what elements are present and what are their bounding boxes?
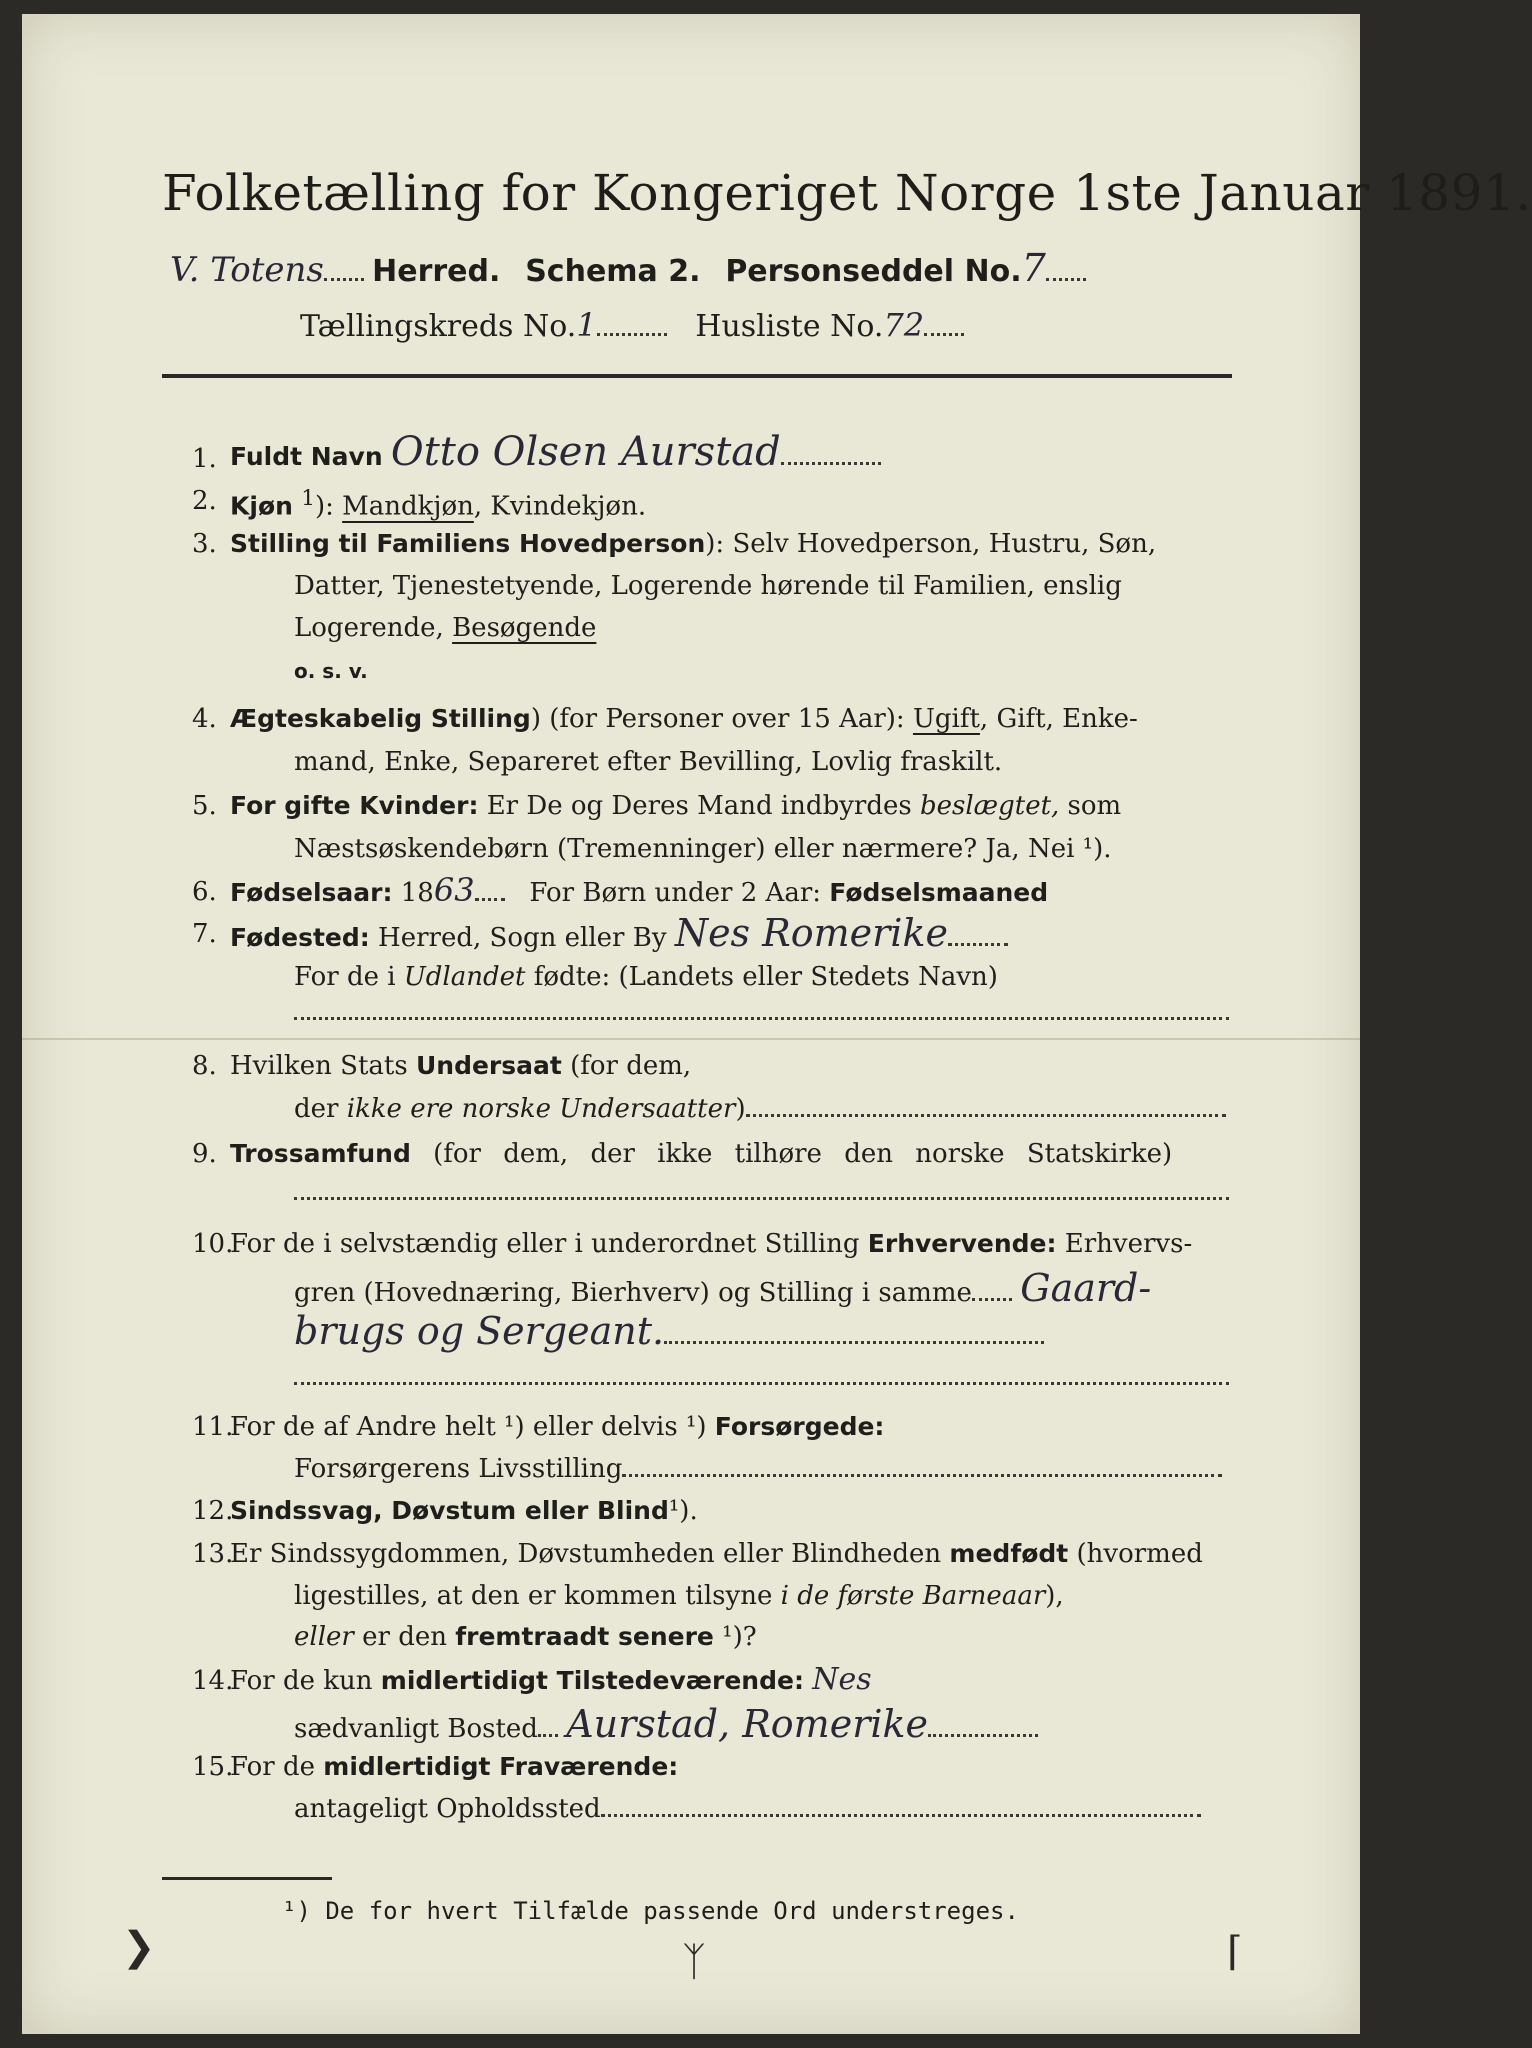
- q12-rest: ¹).: [668, 1496, 698, 1526]
- q7-label: Fødested:: [230, 923, 370, 952]
- q10-number: 10.: [192, 1229, 234, 1259]
- q12-line: [230, 1496, 698, 1526]
- q5-beslaegtet: beslægtet,: [919, 791, 1060, 821]
- q12-label: Sindssvag, Døvstum eller Blind: [230, 1496, 669, 1525]
- footnote: ¹) De for hvert Tilfælde passende Ord understreges.: [282, 1897, 1019, 1925]
- q15-line1a: For de: [230, 1752, 324, 1782]
- q10-value2: brugs og Sergeant.: [294, 1309, 665, 1353]
- q10-line2: [294, 1266, 1151, 1310]
- q13-number: 13.: [192, 1539, 234, 1569]
- q11-line2: [294, 1454, 1222, 1484]
- herred-value: V. Totens: [170, 250, 324, 290]
- q10-line1: [230, 1229, 1192, 1259]
- q6-value: 63: [433, 871, 475, 909]
- q10-line2-text: gren (Hovednæring, Bierhverv) og Stilling i samme: [294, 1278, 972, 1308]
- q13-line1a: Er Sindssygdommen, Døvstumheden eller Blindheden: [230, 1539, 950, 1569]
- q11-label: Forsørgede:: [714, 1412, 885, 1441]
- q15-number: 15.: [192, 1752, 234, 1782]
- q2-number: 2.: [192, 486, 217, 516]
- q8-label: Undersaat: [415, 1051, 562, 1080]
- q5-number: 5.: [192, 791, 217, 821]
- q4-number: 4.: [192, 704, 217, 734]
- q11-line2-text: Forsørgerens Livsstilling: [294, 1454, 623, 1484]
- q7-line2b: fødte: (Landets eller Stedets Navn): [525, 962, 998, 992]
- q5-label: For gifte Kvinder:: [230, 791, 479, 820]
- q7-blank-line: [294, 1009, 1229, 1020]
- q3-besogende: Besøgende: [452, 613, 597, 643]
- personseddel-label: Personseddel No.: [725, 254, 1022, 289]
- q15-line1: [230, 1752, 678, 1782]
- q1-label: Fuldt Navn: [230, 442, 383, 471]
- q4-line1a: ) (for Personer over 15 Aar):: [530, 704, 913, 734]
- q14-line2-text: sædvanligt Bosted: [294, 1714, 538, 1744]
- q3-number: 3.: [192, 529, 217, 559]
- q11-number: 11.: [192, 1412, 234, 1442]
- q8-line2b: ): [735, 1094, 746, 1124]
- q2-kvindekjon: , Kvindekjøn.: [473, 491, 647, 522]
- q1-number: 1.: [192, 444, 217, 474]
- q5-line1: [230, 791, 1121, 821]
- kreds-value: 1: [576, 306, 597, 344]
- q6-prefix: 18: [400, 878, 434, 908]
- q7-number: 7.: [192, 919, 217, 949]
- q14-number: 14.: [192, 1666, 234, 1696]
- q3-line3: [294, 613, 596, 643]
- q7-line2a: For de i: [294, 962, 404, 992]
- q6-number: 6.: [192, 877, 217, 907]
- q3-line4: o. s. v.: [294, 659, 368, 683]
- husliste-value: 72: [883, 306, 925, 344]
- q7-value: Nes Romerike: [674, 911, 948, 955]
- q2-sup: 1: [301, 486, 315, 511]
- q9-number: 9.: [192, 1139, 217, 1169]
- q13-line3b: ¹)?: [713, 1622, 757, 1652]
- q3-label: Stilling til Familiens Hovedperson: [230, 529, 706, 558]
- q9-label: Trossamfund: [230, 1139, 411, 1168]
- q13-line3a: er den: [353, 1622, 456, 1652]
- form-title: Folketælling for Kongeriget Norge 1ste Januar 1891.: [162, 164, 1532, 222]
- q3-line3a: Logerende,: [294, 613, 453, 643]
- q6-fodselsmaaned: Fødselsmaaned: [829, 878, 1049, 907]
- q13-medfodt: medfødt: [949, 1539, 1069, 1568]
- q4-line2: mand, Enke, Separeret efter Bevilling, Lovlig fraskilt.: [294, 747, 1003, 777]
- q4-ugift: Ugift: [912, 704, 980, 734]
- q15-line2: [294, 1794, 1201, 1824]
- q10-value1: Gaard-: [1020, 1266, 1152, 1310]
- q10-line3: [294, 1309, 1044, 1353]
- q13-line2b: ),: [1045, 1581, 1064, 1611]
- q14-value-top: Nes: [812, 1662, 872, 1697]
- q8-line2a: der: [294, 1094, 347, 1124]
- center-mark: ᛉ: [682, 1939, 706, 1985]
- q13-eller: eller: [294, 1622, 354, 1652]
- q7-udlandet: Udlandet: [403, 962, 526, 992]
- q3-line1: [230, 529, 1156, 559]
- q6-line: [230, 871, 1048, 909]
- schema-label: Schema 2.: [525, 254, 701, 289]
- q10-line1b: Erhvervs-: [1056, 1229, 1193, 1259]
- q14-line2: [294, 1702, 1038, 1746]
- q13-line2: [294, 1581, 1064, 1611]
- q10-line1a: For de i selvstændig eller i underordnet Stilling: [230, 1229, 868, 1259]
- q13-line3: [294, 1622, 757, 1652]
- q4-line1b: , Gift, Enke-: [979, 704, 1138, 734]
- q2-label: Kjøn: [230, 491, 293, 521]
- q8-line2: [294, 1094, 1226, 1124]
- q5-line2: Næstsøskendebørn (Tremenninger) eller nærmere? Ja, Nei ¹).: [294, 834, 1112, 864]
- q8-line1b: (for dem,: [561, 1051, 692, 1081]
- herred-label: Herred.: [372, 254, 501, 289]
- q14-label: midlertidigt Tilstedeværende:: [380, 1666, 804, 1695]
- q2-mandkjon: Mandkjøn: [342, 491, 474, 522]
- q9-line: [230, 1139, 1172, 1169]
- q13-fremtraadt: fremtraadt senere: [455, 1622, 714, 1651]
- kreds-label: Tællingskreds No.: [300, 309, 577, 344]
- q14-line1: [230, 1662, 872, 1697]
- q5-line1b: som: [1059, 791, 1122, 821]
- q11-line1a: For de af Andre helt ¹) eller delvis ¹): [230, 1412, 715, 1442]
- q15-line2-text: antageligt Opholdssted: [294, 1794, 601, 1824]
- header-herred-line: [170, 246, 1086, 290]
- q13-line1: [230, 1539, 1203, 1569]
- q1-value: Otto Olsen Aurstad: [390, 429, 781, 475]
- paper-crease: [22, 1038, 1360, 1040]
- q3-line2: Datter, Tjenestetyende, Logerende hørende til Familien, enslig: [294, 571, 1122, 601]
- corner-mark-left: ❯: [122, 1924, 156, 1970]
- q10-blank-line: [294, 1374, 1229, 1385]
- q4-label: Ægteskabelig Stilling: [230, 704, 531, 733]
- footnote-rule: [162, 1877, 332, 1880]
- census-form-sheet: [22, 14, 1532, 2034]
- q6-rest: For Børn under 2 Aar:: [529, 878, 822, 908]
- q1-line: [230, 429, 881, 475]
- q13-line1b: (hvormed: [1068, 1539, 1203, 1569]
- q3-line1-rest: ): Selv Hovedperson, Hustru, Søn,: [705, 529, 1157, 559]
- husliste-label: Husliste No.: [695, 309, 884, 344]
- q9-rest: (for dem, der ikke tilhøre den norske Statskirke): [410, 1139, 1173, 1169]
- q8-line1a: Hvilken Stats: [230, 1051, 416, 1081]
- q14-line1a: For de kun: [230, 1666, 381, 1696]
- q8-number: 8.: [192, 1051, 217, 1081]
- q6-label: Fødselsaar:: [230, 878, 393, 907]
- q8-line1: [230, 1051, 691, 1081]
- q10-label: Erhvervende:: [867, 1229, 1057, 1258]
- q12-number: 12.: [192, 1496, 234, 1526]
- q14-value: Aurstad, Romerike: [566, 1702, 929, 1746]
- q8-line2-italic: ikke ere norske Undersaatter: [346, 1094, 736, 1124]
- q15-label: midlertidigt Fraværende:: [323, 1752, 679, 1781]
- q5-line1a: Er De og Deres Mand indbyrdes: [478, 791, 920, 821]
- corner-mark-right: ⌈: [1227, 1929, 1243, 1975]
- q13-line2a: ligestilles, at den er kommen tilsyne: [294, 1581, 781, 1611]
- q11-line1: [230, 1412, 884, 1442]
- header-rule: [162, 374, 1232, 378]
- q13-line2-italic: i de første Barneaar: [780, 1581, 1046, 1611]
- header-kreds-line: [300, 306, 964, 344]
- q2-line: Kjøn $^1$): Mandkjøn, Kvindekjøn.: [230, 486, 647, 522]
- q7-line2: [294, 962, 998, 992]
- personseddel-value: 7: [1021, 246, 1046, 290]
- q4-line1: [230, 704, 1138, 734]
- q7-line1-text: Herred, Sogn eller By: [369, 923, 667, 953]
- q7-line1: [230, 911, 1008, 955]
- q9-blank-line: [294, 1189, 1229, 1200]
